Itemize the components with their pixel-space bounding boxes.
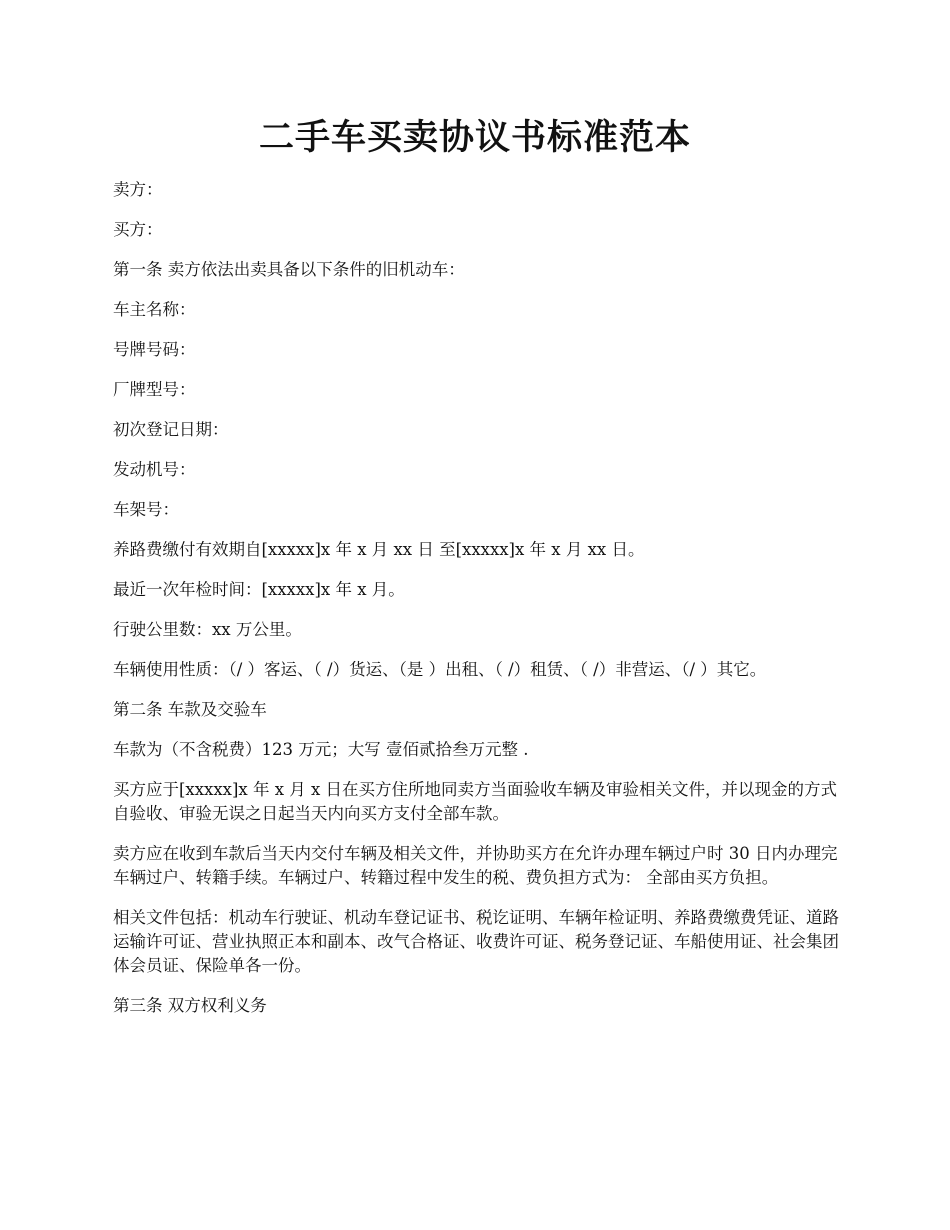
paragraph-article-2-heading: 第二条 车款及交验车 bbox=[113, 700, 267, 719]
paragraph-brand-model: 厂牌型号： bbox=[113, 380, 196, 399]
paragraph-owner-name: 车主名称： bbox=[113, 300, 196, 319]
paragraph-article-3-heading: 第三条 双方权利义务 bbox=[113, 996, 267, 1015]
paragraph-seller: 卖方： bbox=[113, 180, 163, 199]
paragraph-road-fee-validity: 养路费缴付有效期自[xxxxx]x 年 x 月 xx 日 至[xxxxx]x 年 x 月 xx 日。 bbox=[113, 540, 645, 559]
document-body bbox=[113, 178, 840, 1034]
paragraph-article-1-heading: 第一条 卖方依法出卖具备以下条件的旧机动车： bbox=[113, 260, 465, 279]
paragraph-buyer-inspection: 买方应于[xxxxx]x 年 x 月 x 日在买方住所地同卖方当面验收车辆及审验相关文件，并以现金的方式自验收、审验无误之日起当天内向买方支付全部车款。 bbox=[113, 780, 838, 823]
paragraph-first-registration-date: 初次登记日期： bbox=[113, 420, 229, 439]
paragraph-price: 车款为（不含税费）123 万元；大写 壹佰贰拾叁万元整 . bbox=[113, 740, 529, 759]
paragraph-related-documents: 相关文件包括：机动车行驶证、机动车登记证书、税讫证明、车辆年检证明、养路费缴费凭证、道路运输许可证、营业执照正本和副本、改气合格证、收费许可证、税务登记证、车船使用证、社会集团体会员证、保险单各一份。 bbox=[113, 908, 839, 975]
paragraph-frame-number: 车架号： bbox=[113, 500, 179, 519]
paragraph-plate-number: 号牌号码： bbox=[113, 340, 196, 359]
paragraph-engine-number: 发动机号： bbox=[113, 460, 196, 479]
paragraph-usage-type: 车辆使用性质：（/ ）客运、（ /）货运、（是 ）出租、（ /）租赁、（ /）非营运、（/ ）其它。 bbox=[113, 660, 767, 679]
paragraph-seller-delivery: 卖方应在收到车款后当天内交付车辆及相关文件，并协助买方在允许办理车辆过户时 30 日内办理完车辆过户、转籍手续。车辆过户、转籍过程中发生的税、费负担方式为： 全部由买方负担。 bbox=[113, 844, 838, 887]
document-title: 二手车买卖协议书标准范本 bbox=[258, 118, 691, 158]
paragraph-buyer: 买方： bbox=[113, 220, 163, 239]
paragraph-mileage: 行驶公里数：xx 万公里。 bbox=[113, 620, 302, 639]
paragraph-last-inspection: 最近一次年检时间：[xxxxx]x 年 x 月。 bbox=[113, 580, 405, 599]
